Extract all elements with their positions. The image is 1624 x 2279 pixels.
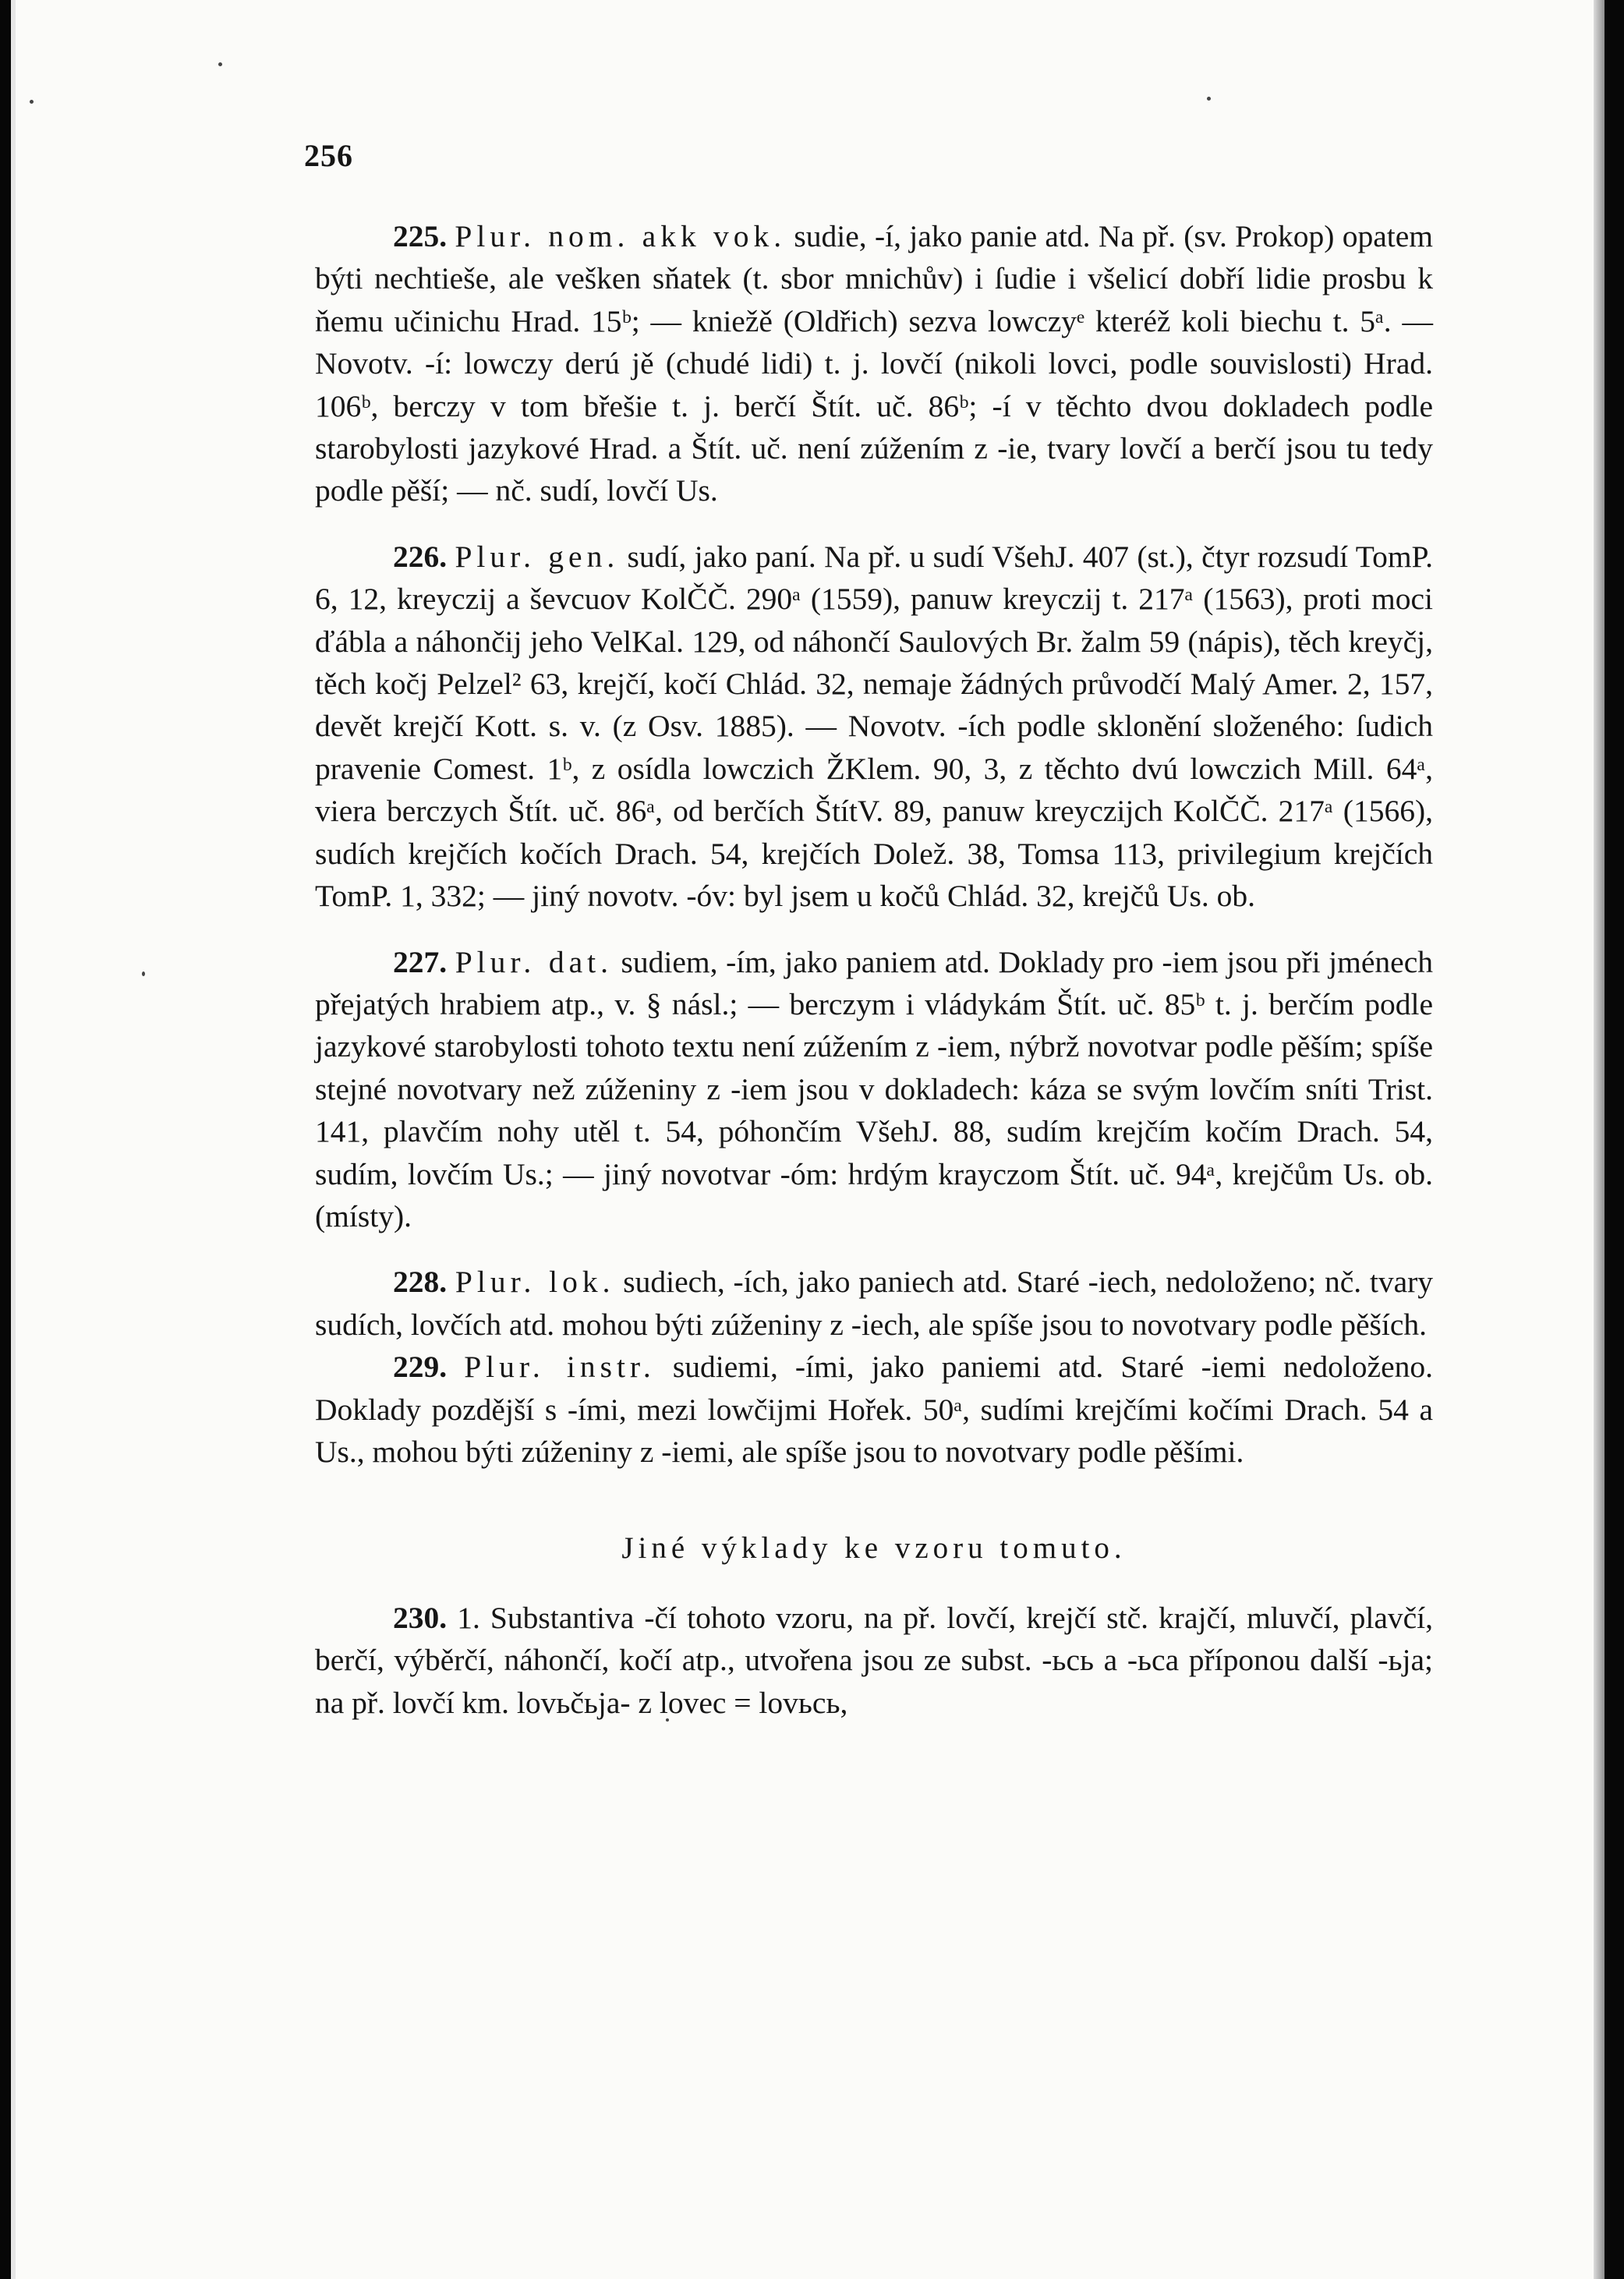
section-text: sudiech, -ích, jako paniech atd. Staré -iech, nedoloženo; nč. tvary sudích, lovčích atd. mohou býti zúženiny z -iech, ale spíše jsou to novotvary podle pěších. xyxy=(315,1265,1434,1342)
section-number: 225. xyxy=(393,219,448,253)
section-228 xyxy=(315,1261,1433,1346)
section-number: 226. xyxy=(393,539,448,574)
section-number: 230. xyxy=(393,1600,448,1635)
section-label: Plur. nom. akk vok. xyxy=(455,219,787,253)
scan-speck xyxy=(30,100,34,104)
section-225 xyxy=(315,215,1433,512)
section-number: 227. xyxy=(393,944,448,979)
section-heading: Jiné výklady ke vzoru tomuto. xyxy=(621,1531,1127,1566)
section-text: sudí, jako paní. Na př. u sudí VšehJ. 407 (st.), čtyr rozsudí TomP. 6, 12, kreyczij a ševcuov KolČČ. 290ᵃ (1559), panuw kreyczij t. 217ᵃ (1563), proti moci ďábla a náhončij jeho VelKal. 129, od náhončí Saulových Br. žalm 59 (nápis), těch kreyčj, těch kočj Pelzel² 63, krejčí, kočí Chlád. 32, nemaje žádných průvodčí Malý Amer. 2, 157, devět krejčí Kott. s. v. (z Osv. 1885). — Novotv. -ích podle sklonění složeného: ſudich pravenie Comest. 1ᵇ, z osídla lowczich ŽKlem. 90, 3, z těchto dvú lowczich Mill. 64ᵃ, viera berczych Štít. uč. 86ᵃ, od berčích ŠtítV. 89, panuw kreyczijch KolČČ. 217ᵃ (1566), sudích krejčích kočích Drach. 54, krejčích Dolež. 38, Tomsa 113, privilegium krejčích TomP. 1, 332; — jiný novotv. -óv: byl jsem u kočů Chlád. 32, krejčů Us. ob. xyxy=(315,539,1434,914)
scan-edge xyxy=(1594,0,1605,2279)
section-227 xyxy=(315,941,1433,1238)
section-number: 228. xyxy=(393,1265,448,1300)
section-text: sudie, -í, jako panie atd. Na př. (sv. Prokop) opatem býti nechtieše, ale veškеn sňatek (t. sbor mnichův) i ſudie i všelicí dobří lidie prosbu k ňemu učinichu Hrad. 15ᵇ; — kniežě (Oldřich) sezva lowczyᵉ kteréž koli biechu t. 5ᵃ. — Novotv. -í: lowczy derú jě (chudé lidi) t. j. lovčí (nikoli lovci, podle souvislosti) Hrad. 106ᵇ, berczy v tom břešie t. j. berčí Štít. uč. 86ᵇ; -í v těchto dvou dokladech podle starobylosti jazykové Hrad. a Štít. uč. není zúžením z -ie, tvary lovčí a berčí jsou tu tedy podle pěší; — nč. sudí, lovčí Us. xyxy=(315,219,1433,508)
scan-speck xyxy=(1207,97,1211,101)
section-229 xyxy=(315,1346,1433,1473)
section-number: 229. xyxy=(393,1350,448,1385)
section-text: sudiem, -ím, jako paniem atd. Doklady pro -iem jsou při jménech přejatých hrabiem atp., v. § násl.; — berczym i vládykám Štít. uč. 85ᵇ t. j. berčím podle jazykové starobylosti tohoto textu není zúžením z -iem, nýbrž novotvar podle pěším; spíše stejné novotvary než zúženiny z -iem jsou v dokladech: káza se svým lovčím sníti Trist. 141, plavčím nohy utěl t. 54, póhončím VšehJ. 88, sudím krejčím kočím Drach. 54, sudím, lovčím Us.; — jiný novotvar -óm: hrdým krayczom Štít. uč. 94ᵃ, krejčům Us. ob. (místy). xyxy=(315,944,1433,1233)
section-text: sudiemi, -ími, jako paniemi atd. Staré -iemi nedoloženo. Doklady pozdější s -ími, mezi lowčijmi Hořek. 50ᵃ, sudími krejčími kočími Drach. 54 a Us., mohou býti zúženiny z -iemi, ale spíše jsou to novotvary podle pěšími. xyxy=(315,1350,1433,1469)
section-230 xyxy=(315,1597,1433,1724)
section-text: 1. Substantiva -čí tohoto vzoru, na př. lovčí, krejčí stč. krajčí, mluvčí, plavčí, berčí, výběrčí, náhončí, kočí atp., utvořena jsou ze subst. -ьcь a -ьca příponou další -ьja; na př. lovčí km. lovьčьja- z lovec = lovьcь, xyxy=(315,1600,1433,1720)
scan-speck xyxy=(142,971,145,976)
body-text xyxy=(315,215,1433,1724)
scan-speck xyxy=(218,62,222,66)
section-label: Plur. lok. xyxy=(455,1265,615,1300)
page-number: 256 xyxy=(304,138,353,173)
book-page xyxy=(11,0,1605,2279)
page-left-shadow xyxy=(11,0,16,2279)
section-226 xyxy=(315,536,1433,918)
section-label: Plur. gen. xyxy=(455,539,620,574)
section-label: Plur. dat. xyxy=(455,944,613,979)
section-label: Plur. instr. xyxy=(464,1350,656,1385)
